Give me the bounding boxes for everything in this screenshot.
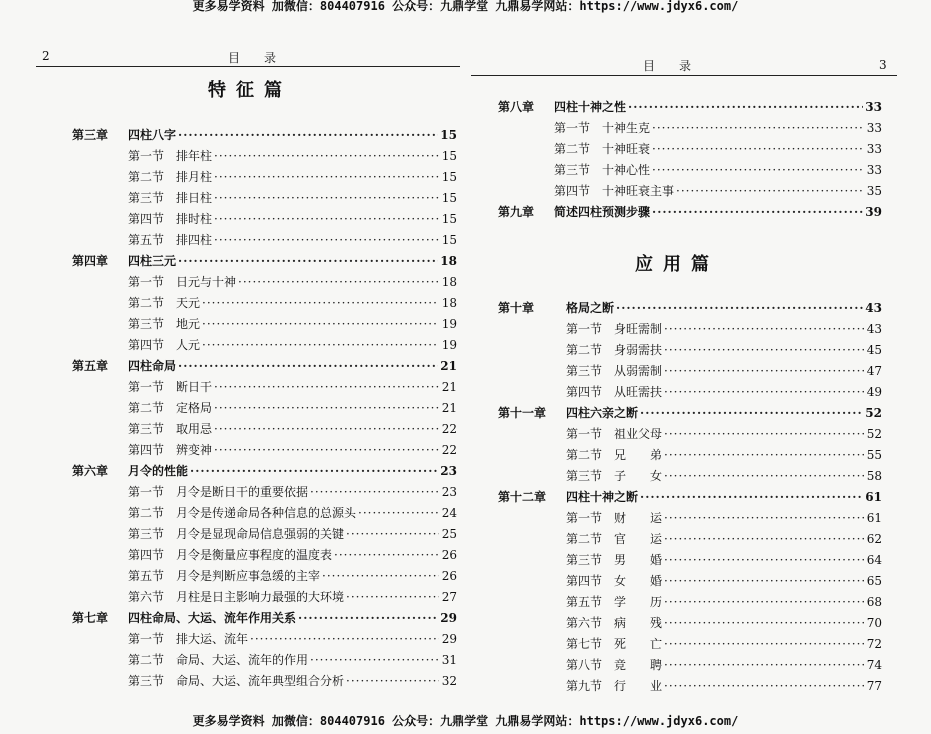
toc-page-number: 15	[441, 212, 457, 226]
toc-entry-label: 第二节	[566, 448, 603, 462]
toc-page-number: 15	[441, 149, 457, 163]
toc-entry-title: 病 残	[614, 616, 663, 630]
toc-section-entry	[498, 382, 882, 403]
toc-section-entry	[498, 340, 882, 361]
toc-entry-label: 第四节	[566, 385, 603, 399]
toc-leader-dots	[664, 424, 864, 445]
toc-entry-title: 四柱命局	[128, 359, 177, 373]
toc-leader-dots	[616, 298, 863, 319]
toc-page-number: 26	[441, 548, 457, 562]
toc-entry-title: 四柱十神之断	[566, 490, 639, 504]
toc-section-entry	[498, 361, 882, 382]
toc-page-number: 49	[866, 385, 882, 399]
toc-section-entry	[498, 550, 882, 571]
toc-leader-dots	[310, 482, 439, 503]
toc-entry-label: 第三节	[128, 422, 165, 436]
toc-entry-title: 四柱六亲之断	[566, 406, 639, 420]
toc-entry-label: 第一节	[128, 149, 165, 163]
toc-entry-label: 第八节	[566, 658, 603, 672]
toc-section-entry	[498, 424, 882, 445]
left-page-header: 目 录	[228, 51, 277, 65]
toc-entry-title: 官 运	[614, 532, 663, 546]
toc-page-number: 33	[866, 142, 882, 156]
right-page-number: 3	[879, 58, 887, 72]
toc-section-entry	[72, 188, 457, 209]
toc-entry-label: 第二节	[566, 343, 603, 357]
toc-page-number: 61	[865, 490, 882, 504]
toc-entry-title: 月令的性能	[128, 464, 189, 478]
toc-entry-title: 取用忌	[176, 422, 213, 436]
toc-page-number: 15	[441, 233, 457, 247]
toc-page-number: 77	[866, 679, 882, 693]
toc-entry-label: 第九章	[498, 205, 535, 219]
toc-page-number: 33	[866, 121, 882, 135]
toc-entry-label: 第六节	[128, 590, 165, 604]
toc-section-entry	[498, 613, 882, 634]
toc-leader-dots	[640, 487, 863, 508]
toc-leader-dots	[628, 97, 863, 118]
toc-entry-title: 十神旺衰	[602, 142, 651, 156]
toc-leader-dots	[190, 461, 438, 482]
toc-entry-label: 第一节	[566, 322, 603, 336]
toc-leader-dots	[652, 202, 863, 223]
toc-leader-dots	[310, 650, 439, 671]
toc-entry-title: 四柱命局、大运、流年作用关系	[128, 611, 297, 625]
toc-section-entry	[72, 272, 457, 293]
toc-entry-label: 第八章	[498, 100, 535, 114]
toc-entry-title: 命局、大运、流年典型组合分析	[176, 674, 345, 688]
toc-section-entry	[72, 587, 457, 608]
toc-entry-title: 月柱是日主影响力最强的大环境	[176, 590, 345, 604]
toc-leader-dots	[202, 335, 439, 356]
toc-section-entry	[72, 419, 457, 440]
toc-section-entry	[498, 139, 882, 160]
toc-leader-dots	[214, 419, 439, 440]
toc-entry-title: 排大运、流年	[176, 632, 249, 646]
toc-page-number: 65	[866, 574, 882, 588]
toc-section-entry	[498, 508, 882, 529]
toc-entry-label: 第四章	[72, 254, 109, 268]
toc-chapter-entry	[498, 487, 882, 508]
toc-leader-dots	[664, 361, 864, 382]
toc-entry-title: 四柱八字	[128, 128, 177, 142]
toc-entry-title: 月令是判断应事急缓的主宰	[176, 569, 321, 583]
toc-chapter-entry	[498, 403, 882, 424]
toc-entry-title: 排日柱	[176, 191, 213, 205]
toc-entry-label: 第二节	[128, 170, 165, 184]
toc-entry-label: 第四节	[128, 338, 165, 352]
toc-entry-label: 第二节	[554, 142, 591, 156]
toc-leader-dots	[322, 566, 439, 587]
toc-entry-title: 月令是衡量应事程度的温度表	[176, 548, 333, 562]
toc-page-number: 19	[441, 338, 457, 352]
toc-leader-dots	[664, 529, 864, 550]
toc-page-number: 74	[866, 658, 882, 672]
toc-page-number: 15	[440, 128, 457, 142]
toc-page-number: 29	[440, 611, 457, 625]
toc-leader-dots	[214, 230, 439, 251]
toc-entry-label: 第三节	[128, 674, 165, 688]
toc-leader-dots	[652, 160, 864, 181]
toc-leader-dots	[334, 545, 439, 566]
toc-leader-dots	[664, 319, 864, 340]
toc-entry-title: 月令是传递命局各种信息的总源头	[176, 506, 357, 520]
toc-page-number: 24	[441, 506, 457, 520]
toc-entry-label: 第三节	[128, 527, 165, 541]
toc-section-entry	[498, 445, 882, 466]
right-section-title: 应用篇	[635, 254, 719, 275]
toc-entry-title: 从旺需扶	[614, 385, 663, 399]
toc-section-entry	[72, 482, 457, 503]
toc-leader-dots	[214, 146, 439, 167]
toc-leader-dots	[664, 676, 864, 697]
toc-entry-label: 第三节	[128, 317, 165, 331]
toc-entry-title: 祖业父母	[614, 427, 663, 441]
toc-page-number: 58	[866, 469, 882, 483]
toc-leader-dots	[664, 445, 864, 466]
toc-section-entry	[72, 503, 457, 524]
toc-leader-dots	[346, 587, 439, 608]
toc-leader-dots	[214, 209, 439, 230]
toc-entry-title: 十神心性	[602, 163, 651, 177]
toc-entry-title: 简述四柱预测步骤	[554, 205, 651, 219]
toc-page-number: 33	[865, 100, 882, 114]
toc-leader-dots	[664, 466, 864, 487]
toc-leader-dots	[214, 398, 439, 419]
toc-page-number: 15	[441, 170, 457, 184]
left-section-title: 特征篇	[208, 80, 292, 101]
toc-chapter-entry	[72, 461, 457, 482]
toc-leader-dots	[664, 613, 864, 634]
toc-section-entry	[72, 440, 457, 461]
toc-page-number: 31	[441, 653, 457, 667]
toc-entry-label: 第四节	[554, 184, 591, 198]
toc-leader-dots	[346, 524, 439, 545]
toc-page-number: 52	[865, 406, 882, 420]
toc-leader-dots	[664, 634, 864, 655]
toc-leader-dots	[664, 508, 864, 529]
toc-entry-title: 辨变神	[176, 443, 213, 457]
toc-page-number: 26	[441, 569, 457, 583]
toc-leader-dots	[214, 440, 439, 461]
toc-section-entry	[72, 566, 457, 587]
toc-entry-label: 第一节	[554, 121, 591, 135]
toc-section-entry	[72, 524, 457, 545]
toc-entry-title: 竞 聘	[614, 658, 663, 672]
toc-chapter-entry	[72, 608, 457, 629]
toc-entry-label: 第一节	[566, 511, 603, 525]
toc-entry-label: 第四节	[566, 574, 603, 588]
toc-chapter-entry	[498, 298, 882, 319]
toc-entry-title: 子 女	[614, 469, 663, 483]
toc-section-entry	[72, 335, 457, 356]
toc-section-entry	[498, 466, 882, 487]
toc-leader-dots	[214, 188, 439, 209]
toc-entry-title: 男 婚	[614, 553, 663, 567]
toc-entry-label: 第十二章	[498, 490, 547, 504]
toc-section-entry	[72, 545, 457, 566]
toc-leader-dots	[178, 356, 438, 377]
toc-section-entry	[72, 314, 457, 335]
right-header-rule	[471, 75, 897, 76]
right-page-header: 目 录	[643, 59, 692, 73]
toc-section-entry	[72, 230, 457, 251]
toc-entry-label: 第五节	[128, 569, 165, 583]
toc-leader-dots	[346, 671, 439, 692]
toc-section-entry	[72, 209, 457, 230]
toc-entry-title: 四柱十神之性	[554, 100, 627, 114]
toc-section-entry	[498, 118, 882, 139]
toc-entry-label: 第五节	[566, 595, 603, 609]
toc-chapter-entry	[498, 202, 882, 223]
toc-page-number: 68	[866, 595, 882, 609]
toc-leader-dots	[664, 655, 864, 676]
toc-entry-label: 第一节	[128, 632, 165, 646]
toc-page-number: 23	[441, 485, 457, 499]
toc-entry-title: 四柱三元	[128, 254, 177, 268]
toc-entry-title: 日元与十神	[176, 275, 237, 289]
toc-page-number: 18	[441, 275, 457, 289]
toc-entry-label: 第十一章	[498, 406, 547, 420]
toc-page-number: 19	[441, 317, 457, 331]
toc-leader-dots	[652, 118, 864, 139]
toc-entry-label: 第四节	[128, 443, 165, 457]
toc-section-entry	[498, 571, 882, 592]
toc-page-number: 61	[866, 511, 882, 525]
toc-entry-title: 排时柱	[176, 212, 213, 226]
toc-page-number: 43	[865, 301, 882, 315]
toc-chapter-entry	[72, 356, 457, 377]
toc-entry-label: 第三节	[566, 553, 603, 567]
toc-leader-dots	[214, 377, 439, 398]
toc-entry-label: 第一节	[128, 485, 165, 499]
toc-chapter-entry	[72, 125, 457, 146]
left-header-rule	[36, 66, 460, 67]
toc-entry-label: 第三节	[554, 163, 591, 177]
toc-leader-dots	[298, 608, 438, 629]
toc-section-entry	[72, 629, 457, 650]
toc-page-number: 62	[866, 532, 882, 546]
toc-section-entry	[498, 160, 882, 181]
toc-entry-label: 第二节	[566, 532, 603, 546]
toc-entry-label: 第九节	[566, 679, 603, 693]
toc-entry-label: 第二节	[128, 401, 165, 415]
toc-entry-title: 死 亡	[614, 637, 663, 651]
toc-section-entry	[498, 319, 882, 340]
left-page-number: 2	[42, 49, 50, 63]
toc-entry-label: 第十章	[498, 301, 535, 315]
toc-page-number: 52	[866, 427, 882, 441]
bottom-banner-text: 更多易学资料 加微信：804407916 公众号：九鼎学堂 九鼎易学网站：https://www.jdyx6.com/	[192, 714, 739, 728]
right-page	[465, 0, 931, 734]
toc-entry-title: 身弱需扶	[614, 343, 663, 357]
toc-entry-title: 月令是显现命局信息强弱的关键	[176, 527, 345, 541]
toc-entry-title: 命局、大运、流年的作用	[176, 653, 309, 667]
toc-page-number: 29	[441, 632, 457, 646]
toc-leader-dots	[664, 340, 864, 361]
toc-section-entry	[72, 146, 457, 167]
top-banner-text: 更多易学资料 加微信：804407916 公众号：九鼎学堂 九鼎易学网站：https://www.jdyx6.com/	[192, 0, 739, 13]
toc-entry-label: 第三节	[566, 469, 603, 483]
toc-entry-label: 第四节	[128, 212, 165, 226]
toc-entry-label: 第一节	[128, 380, 165, 394]
toc-section-entry	[498, 655, 882, 676]
toc-entry-label: 第三章	[72, 128, 109, 142]
toc-entry-label: 第二节	[128, 506, 165, 520]
toc-page-number: 45	[866, 343, 882, 357]
toc-section-entry	[498, 592, 882, 613]
toc-entry-label: 第三节	[128, 191, 165, 205]
toc-leader-dots	[652, 139, 864, 160]
toc-leader-dots	[664, 571, 864, 592]
toc-entry-title: 行 业	[614, 679, 663, 693]
toc-section-entry	[498, 529, 882, 550]
toc-entry-label: 第七节	[566, 637, 603, 651]
toc-entry-title: 人元	[176, 338, 201, 352]
toc-leader-dots	[178, 125, 438, 146]
toc-page-number: 55	[866, 448, 882, 462]
toc-entry-label: 第五节	[128, 233, 165, 247]
toc-page-number: 32	[441, 674, 457, 688]
toc-entry-title: 排四柱	[176, 233, 213, 247]
toc-page-number: 47	[866, 364, 882, 378]
toc-section-entry	[72, 167, 457, 188]
toc-entry-title: 断日干	[176, 380, 213, 394]
right-toc-bottom	[498, 298, 882, 697]
toc-page-number: 18	[440, 254, 457, 268]
left-page	[0, 0, 465, 734]
toc-leader-dots	[178, 251, 438, 272]
toc-entry-title: 学 历	[614, 595, 663, 609]
toc-leader-dots	[214, 167, 439, 188]
toc-section-entry	[498, 634, 882, 655]
toc-page-number: 21	[440, 359, 457, 373]
toc-page-number: 27	[441, 590, 457, 604]
toc-entry-title: 财 运	[614, 511, 663, 525]
right-toc-top	[498, 97, 882, 223]
toc-page-number: 22	[441, 422, 457, 436]
toc-leader-dots	[358, 503, 439, 524]
toc-page-number: 35	[866, 184, 882, 198]
toc-entry-label: 第五章	[72, 359, 109, 373]
toc-entry-title: 排月柱	[176, 170, 213, 184]
toc-page-number: 21	[441, 401, 457, 415]
toc-page-number: 25	[441, 527, 457, 541]
toc-page-number: 43	[866, 322, 882, 336]
toc-entry-label: 第七章	[72, 611, 109, 625]
toc-entry-title: 格局之断	[566, 301, 615, 315]
toc-entry-label: 第六章	[72, 464, 109, 478]
toc-leader-dots	[238, 272, 439, 293]
toc-entry-label: 第四节	[128, 548, 165, 562]
toc-section-entry	[72, 293, 457, 314]
toc-entry-title: 身旺需制	[614, 322, 663, 336]
toc-entry-title: 从弱需制	[614, 364, 663, 378]
toc-entry-label: 第一节	[566, 427, 603, 441]
toc-entry-label: 第六节	[566, 616, 603, 630]
toc-chapter-entry	[498, 97, 882, 118]
toc-section-entry	[498, 181, 882, 202]
toc-entry-title: 地元	[176, 317, 201, 331]
toc-page-number: 64	[866, 553, 882, 567]
toc-entry-title: 排年柱	[176, 149, 213, 163]
toc-page-number: 21	[441, 380, 457, 394]
toc-entry-title: 月令是断日干的重要依据	[176, 485, 309, 499]
toc-leader-dots	[664, 550, 864, 571]
toc-page-number: 72	[866, 637, 882, 651]
toc-entry-label: 第二节	[128, 653, 165, 667]
left-table-of-contents	[72, 125, 457, 692]
toc-entry-title: 兄 弟	[614, 448, 663, 462]
toc-section-entry	[498, 676, 882, 697]
toc-page-number: 15	[441, 191, 457, 205]
toc-entry-label: 第三节	[566, 364, 603, 378]
toc-leader-dots	[640, 403, 863, 424]
toc-leader-dots	[664, 592, 864, 613]
toc-page-number: 33	[866, 163, 882, 177]
toc-section-entry	[72, 671, 457, 692]
toc-page-number: 70	[866, 616, 882, 630]
toc-section-entry	[72, 650, 457, 671]
toc-page-number: 18	[441, 296, 457, 310]
toc-section-entry	[72, 398, 457, 419]
toc-page-number: 22	[441, 443, 457, 457]
toc-entry-title: 十神生克	[602, 121, 651, 135]
toc-section-entry	[72, 377, 457, 398]
toc-page-number: 23	[440, 464, 457, 478]
toc-leader-dots	[676, 181, 864, 202]
toc-leader-dots	[202, 314, 439, 335]
toc-page-number: 39	[865, 205, 882, 219]
toc-leader-dots	[664, 382, 864, 403]
toc-entry-title: 天元	[176, 296, 201, 310]
toc-leader-dots	[202, 293, 439, 314]
toc-entry-label: 第二节	[128, 296, 165, 310]
toc-leader-dots	[250, 629, 439, 650]
toc-entry-title: 十神旺衰主事	[602, 184, 675, 198]
toc-entry-title: 女 婚	[614, 574, 663, 588]
toc-entry-label: 第一节	[128, 275, 165, 289]
toc-chapter-entry	[72, 251, 457, 272]
toc-entry-title: 定格局	[176, 401, 213, 415]
